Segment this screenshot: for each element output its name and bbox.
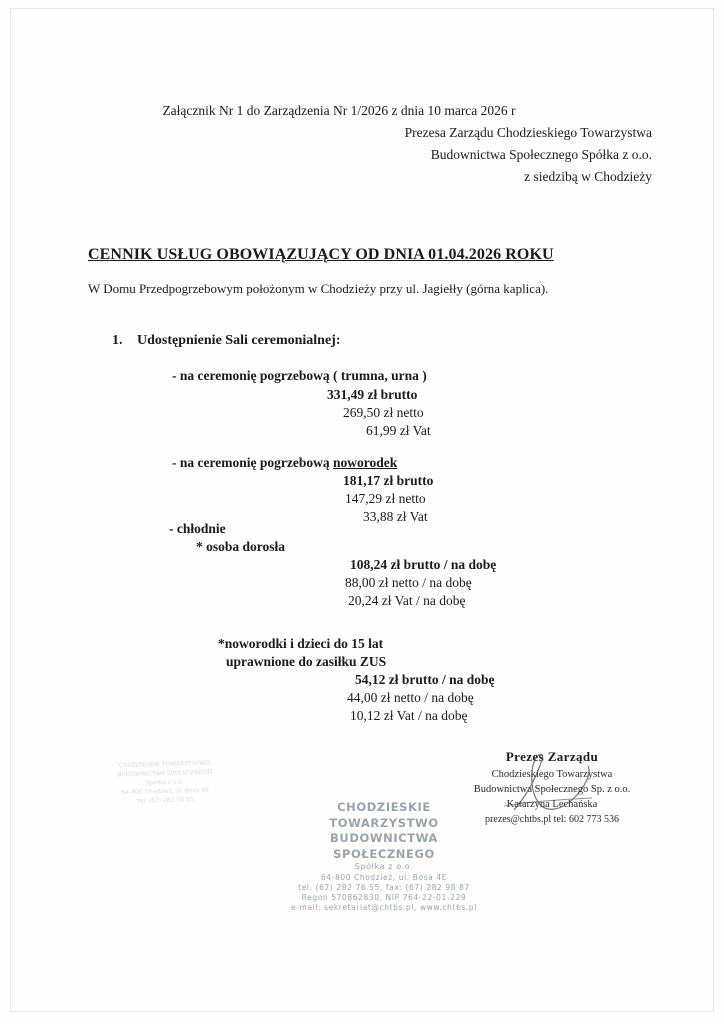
price-item-1-net: 269,50 zł netto — [343, 405, 424, 420]
header-authority-line-3: z siedzibą w Chodzieży — [524, 168, 652, 184]
faint-stamp-line-3: Spółka z o.o. — [145, 778, 185, 787]
price-item-3-gross: 108,24 zł brutto / na dobę — [350, 557, 497, 572]
price-item-4-vat: 10,12 zł Vat / na dobę — [350, 708, 468, 723]
price-item-3-vat: 20,24 zł Vat / na dobę — [348, 593, 466, 608]
page-title-text: CENNIK USŁUG OBOWIĄZUJĄCY OD DNIA 01.04.2026 ROKU — [88, 246, 554, 263]
stamp-line-6: Regon 570862830, NIP 764-22-01-229 — [301, 893, 467, 903]
document-header — [0, 100, 684, 187]
faint-stamp-line-2: BUDOWNICTWA SPOŁECZNEGO — [117, 768, 213, 779]
section-title: Udostępnienie Sali ceremonialnej: — [137, 333, 341, 348]
price-item-2-label-underlined: noworodek — [332, 455, 398, 470]
header-authority-line-1: Prezesa Zarządu Chodzieskiego Towarzystwa — [404, 124, 652, 140]
company-stamp — [286, 800, 482, 913]
faint-stamp-impression — [99, 758, 230, 806]
price-item-1-gross: 331,49 zł brutto — [327, 387, 418, 402]
price-item-2-label-prefix: - na ceremonię pogrzebową — [172, 455, 333, 470]
stamp-line-4: 64-800 Chodzież, ul. Bosa 4E — [320, 872, 448, 882]
price-item-1-vat: 61,99 zł Vat — [366, 423, 431, 438]
signature-org-line-2: Budownictwa Społecznego Sp. z o.o. — [473, 784, 631, 796]
price-item-3-net: 88,00 zł netto / na dobę — [345, 575, 472, 590]
price-item-4-gross: 54,12 zł brutto / na dobę — [355, 672, 495, 687]
faint-stamp-line-1: CHODZIESKIE TOWARZYSTWO — [118, 759, 211, 770]
page-subtitle: W Domu Przedpogrzebowym położonym w Chodzieży przy ul. Jagiełły (górna kaplica). — [88, 281, 549, 296]
page-title — [88, 246, 554, 264]
stamp-line-3: Spółka z o.o. — [354, 862, 414, 872]
price-item-4-label: *noworodki i dzieci do 15 lat — [218, 636, 384, 651]
price-item-2-vat: 33,88 zł Vat — [363, 509, 428, 524]
stamp-line-1: CHODZIESKIE TOWARZYSTWO — [329, 800, 439, 830]
stamp-line-5: tel. (67) 282 76 55, fax: (67) 282 98 87 — [298, 882, 470, 892]
stamp-line-2: BUDOWNICTWA SPOŁECZNEGO — [330, 831, 438, 861]
stamp-line-7: e-mail: sekretariat@chtbs.pl, www.chtbs.pl — [291, 903, 477, 913]
header-authority-line-2: Budownictwa Społecznego Spółka z o.o. — [430, 146, 652, 162]
faint-stamp-line-5: tel. (67) 282 76 55 — [137, 796, 194, 805]
price-item-3-sublabel: * osoba dorosła — [196, 539, 286, 554]
signature-title: Prezes Zarządu — [505, 749, 599, 764]
price-item-2-net: 147,29 zł netto — [345, 491, 426, 506]
price-item-4-label-line2: uprawnione do zasiłku ZUS — [226, 654, 387, 669]
header-attachment-reference: Załącznik Nr 1 do Zarządzenia Nr 1/2026 z dnia 10 marca 2026 r — [162, 103, 516, 118]
price-item-3-label: - chłodnie — [169, 521, 226, 536]
signature-name: Katarzyna Lechańska — [506, 799, 598, 811]
section-number: 1. — [112, 333, 123, 348]
signature-contact: prezes@chtbs.pl tel: 602 773 536 — [485, 813, 619, 825]
price-item-2-gross: 181,17 zł brutto — [343, 473, 434, 488]
price-item-1-label: - na ceremonię pogrzebową ( trumna, urna ) — [172, 368, 427, 383]
faint-stamp-line-4: 64-800 Chodzież, ul. Bosa 4E — [121, 786, 210, 797]
price-item-4-net: 44,00 zł netto / na dobę — [347, 690, 474, 705]
signature-org-line-1: Chodzieskiego Towarzystwa — [491, 768, 613, 780]
price-item-2-label — [172, 455, 397, 471]
